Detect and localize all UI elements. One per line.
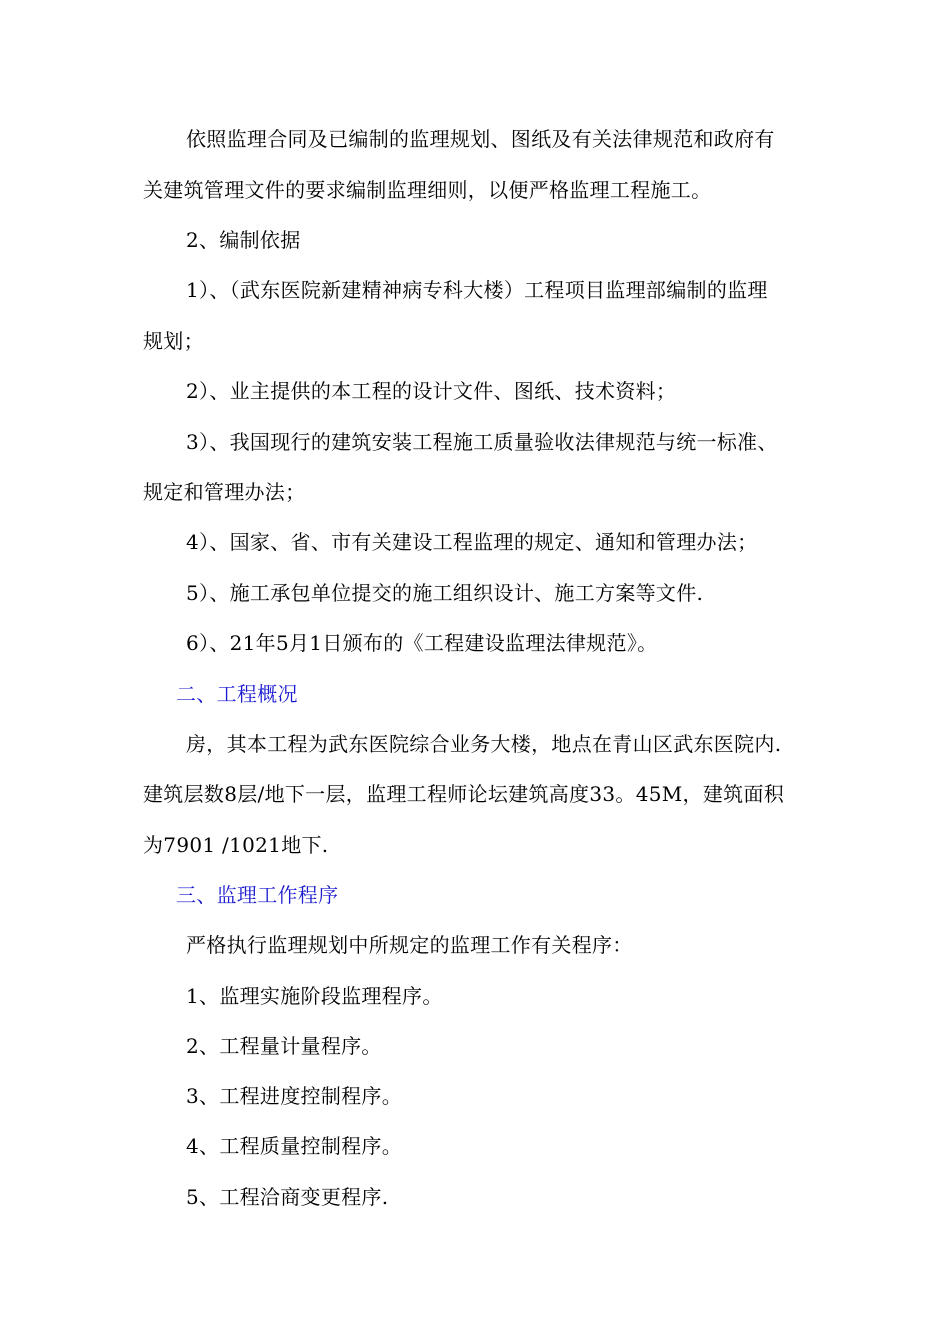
list-item: 1）、（武东医院新建精神病专科大楼）工程项目监理部编制的监理 [186,278,768,302]
paragraph-line: 严格执行监理规划中所规定的监理工作有关程序： [186,933,633,957]
paragraph-line: 依照监理合同及已编制的监理规划、图纸及有关法律规范和政府有 [186,127,775,151]
list-item: 6）、21年5月1日颁布的《工程建设监理法律规范》。 [186,631,658,655]
list-item: 3、工程进度控制程序。 [186,1084,403,1108]
list-item: 3）、我国现行的建筑安装工程施工质量验收法律规范与统一标准、 [186,430,778,454]
list-item: 4、工程质量控制程序。 [186,1134,403,1158]
list-item: 5、工程洽商变更程序. [186,1185,389,1209]
paragraph-line: 为7901 /1021地下. [143,833,329,857]
list-item: 2）、业主提供的本工程的设计文件、图纸、技术资料； [186,379,677,403]
paragraph-line: 房，其本工程为武东医院综合业务大楼，地点在青山区武东医院内. [186,732,782,756]
section-subheading: 2、编制依据 [186,228,301,252]
list-item: 5）、施工承包单位提交的施工组织设计、施工方案等文件. [186,581,704,605]
list-item: 2、工程量计量程序。 [186,1034,382,1058]
section-heading: 二、工程概况 [176,682,298,706]
list-item: 1、监理实施阶段监理程序。 [186,984,443,1008]
list-item: 4）、国家、省、市有关建设工程监理的规定、通知和管理办法； [186,530,758,554]
paragraph-line: 关建筑管理文件的要求编制监理细则，以便严格监理工程施工。 [143,178,712,202]
list-item-continuation: 规定和管理办法； [143,480,306,504]
paragraph-line: 建筑层数8层/地下一层，监理工程师论坛建筑高度33。45M，建筑面积 [143,782,785,806]
section-heading: 三、监理工作程序 [176,883,339,907]
list-item-continuation: 规划； [143,329,204,353]
